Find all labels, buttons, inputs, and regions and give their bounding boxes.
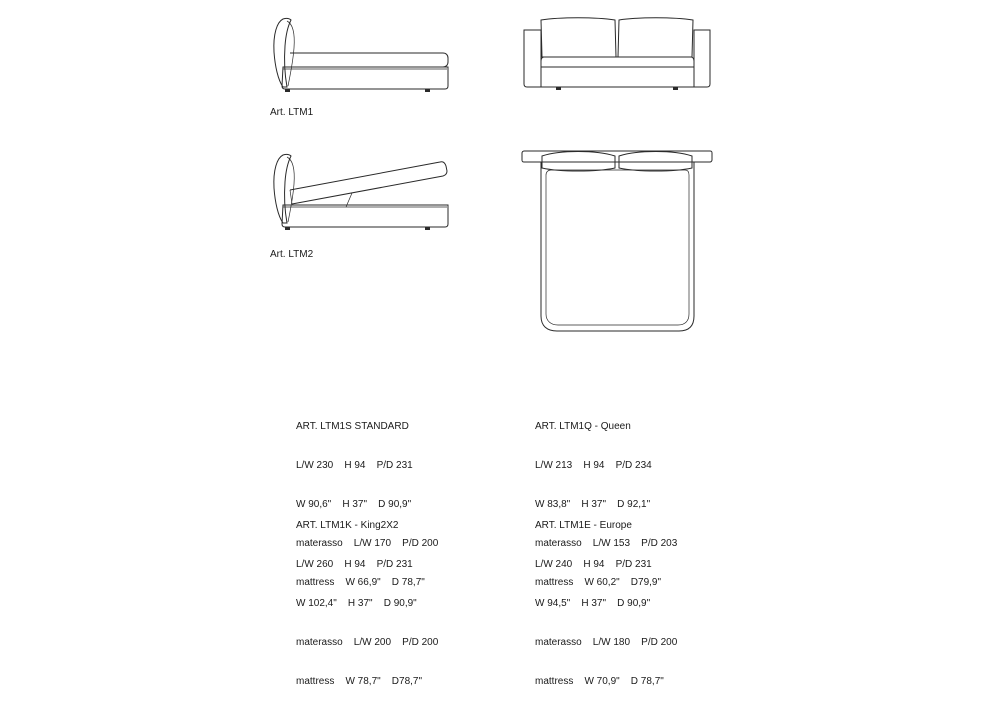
ltm1-front-view bbox=[524, 18, 710, 90]
spec-line: materasso L/W 153 P/D 203 bbox=[535, 538, 678, 549]
spec-title: ART. LTM1E - Europe bbox=[535, 520, 632, 531]
spec-title: ART. LTM1Q - Queen bbox=[535, 421, 631, 432]
caption-ltm1: Art. LTM1 bbox=[270, 107, 314, 118]
plan-view bbox=[522, 151, 712, 331]
spec-line: W 90,6" H 37" D 90,9" bbox=[296, 499, 412, 510]
spec-line: L/W 260 H 94 P/D 231 bbox=[296, 559, 413, 570]
spec-line: mattress W 78,7" D78,7" bbox=[296, 676, 423, 687]
ltm1-side-view bbox=[274, 18, 448, 92]
spec-line: materasso L/W 170 P/D 200 bbox=[296, 538, 439, 549]
spec-title: ART. LTM1S STANDARD bbox=[296, 421, 409, 432]
spec-line: W 94,5" H 37" D 90,9" bbox=[535, 598, 651, 609]
spec-block-europe bbox=[535, 493, 677, 701]
spec-line: mattress W 60,2" D79,9" bbox=[535, 577, 662, 588]
spec-line: L/W 213 H 94 P/D 234 bbox=[535, 460, 652, 471]
spec-line: mattress W 66,9" D 78,7" bbox=[296, 577, 425, 588]
caption-ltm2: Art. LTM2 bbox=[270, 249, 314, 260]
ltm2-side-view bbox=[274, 154, 448, 230]
spec-block-king bbox=[296, 493, 438, 701]
spec-line: mattress W 70,9" D 78,7" bbox=[535, 676, 664, 687]
spec-line: materasso L/W 200 P/D 200 bbox=[296, 637, 439, 648]
spec-title: ART. LTM1K - King2X2 bbox=[296, 520, 399, 531]
spec-line: materasso L/W 180 P/D 200 bbox=[535, 637, 678, 648]
spec-line: L/W 240 H 94 P/D 231 bbox=[535, 559, 652, 570]
spec-line: W 102,4" H 37" D 90,9" bbox=[296, 598, 417, 609]
spec-line: L/W 230 H 94 P/D 231 bbox=[296, 460, 413, 471]
spec-line: W 83,8" H 37" D 92,1" bbox=[535, 499, 651, 510]
